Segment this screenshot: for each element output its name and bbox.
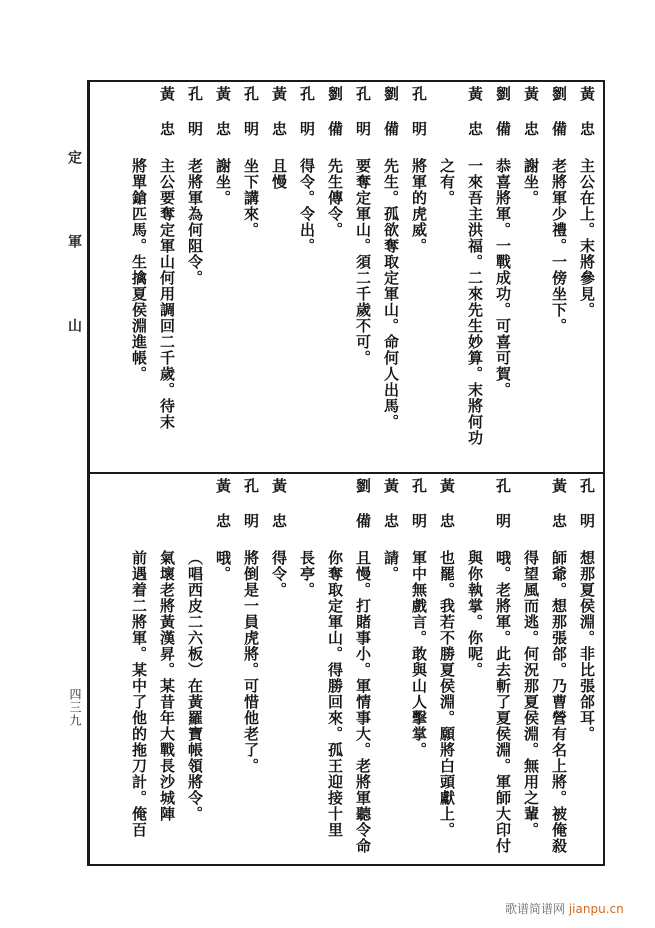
dialogue-column	[379, 86, 402, 470]
speaker-name: 黃忠	[270, 86, 288, 156]
dialogue-continuation-column	[127, 478, 150, 858]
dialogue-column	[547, 86, 570, 470]
dialogue-line: 一來吾主洪福。二來先生妙算。末將何功	[466, 158, 484, 446]
speaker-name: 劉備	[494, 86, 512, 156]
dialogue-column	[239, 86, 262, 470]
speaker-name: 劉備	[550, 86, 568, 156]
speaker-name: 黃忠	[578, 86, 596, 156]
watermark-en: jianpu.cn	[568, 902, 624, 916]
dialogue-line: 得令。令出。	[298, 158, 316, 254]
dialogue-line: 將倒是一員虎將。可惜他老了。	[242, 550, 260, 774]
dialogue-line: 老將軍為何阻令。	[186, 158, 204, 286]
dialogue-line: 將軍的虎威。	[410, 158, 428, 254]
dialogue-continuation-column	[519, 478, 542, 858]
speaker-name: 黃忠	[270, 478, 288, 548]
top-dialogue-section	[90, 86, 598, 470]
dialogue-column	[379, 478, 402, 858]
dialogue-column	[183, 86, 206, 470]
speaker-name: 黃忠	[158, 86, 176, 156]
dialogue-line: 且慢。打賭事小。軍情事大。老將軍聽令命	[354, 550, 372, 854]
bottom-dialogue-section	[90, 478, 598, 858]
speaker-name: 黃忠	[550, 478, 568, 548]
speaker-name: 黃忠	[382, 478, 400, 548]
dialogue-column	[407, 478, 430, 858]
speaker-name: 劉備	[326, 86, 344, 156]
dialogue-line: （唱西皮二六板）在黃羅寶帳領將令。	[186, 550, 204, 822]
dialogue-line: 將單鎗匹馬。生擒夏侯淵進帳。	[130, 158, 148, 382]
dialogue-line: 軍中無戲言。敢與山人擊掌。	[410, 550, 428, 758]
speaker-name: 孔明	[298, 86, 316, 156]
dialogue-column	[239, 478, 262, 858]
speaker-name: 孔明	[186, 86, 204, 156]
dialogue-line: 哦。老將軍。此去斬了夏侯淵。軍師大印付	[494, 550, 512, 854]
dialogue-line: 先生傳令。	[326, 158, 344, 238]
dialogue-column	[351, 478, 374, 858]
dialogue-line: 先生。孤欲奪取定軍山。命何人出馬。	[382, 158, 400, 430]
speaker-name: 劉備	[354, 478, 372, 548]
dialogue-line: 主公要奪定軍山何用調回二千歲。待末	[158, 158, 176, 430]
speaker-name: 孔明	[242, 86, 260, 156]
dialogue-continuation-column	[435, 86, 458, 470]
dialogue-line: 哦。	[214, 550, 232, 582]
dialogue-continuation-column	[295, 478, 318, 858]
dialogue-continuation-column	[127, 86, 150, 470]
speaker-name: 孔明	[494, 478, 512, 548]
speaker-name: 孔明	[410, 86, 428, 156]
page-number: 四三九	[68, 688, 82, 727]
speaker-name: 孔明	[242, 478, 260, 548]
dialogue-column	[575, 478, 598, 858]
dialogue-column	[491, 478, 514, 858]
speaker-name: 黃忠	[466, 86, 484, 156]
dialogue-column	[463, 86, 486, 470]
speaker-name: 孔明	[578, 478, 596, 548]
running-title: 定 軍 山	[66, 150, 82, 360]
speaker-name: 黃忠	[522, 86, 540, 156]
dialogue-line: 老將軍少禮。一傍坐下。	[550, 158, 568, 334]
dialogue-column	[323, 86, 346, 470]
speaker-name: 黃忠	[214, 478, 232, 548]
dialogue-line: 要奪定軍山。須二千歲不可。	[354, 158, 372, 366]
dialogue-line: 長亭。	[298, 550, 316, 598]
dialogue-column	[575, 86, 598, 470]
dialogue-continuation-column	[463, 478, 486, 858]
dialogue-line: 師爺。想那張郃。乃曹營有名上將。被俺殺	[550, 550, 568, 854]
dialogue-line: 且慢	[270, 158, 288, 190]
dialogue-line: 主公在上。末將參見。	[578, 158, 596, 318]
speaker-name: 黃忠	[438, 478, 456, 548]
dialogue-column	[547, 478, 570, 858]
dialogue-column	[211, 86, 234, 470]
speaker-name: 劉備	[382, 86, 400, 156]
dialogue-line: 坐下講來。	[242, 158, 260, 238]
site-watermark	[505, 900, 624, 917]
dialogue-line: 恭喜將軍。一戰成功。可喜可賀。	[494, 158, 512, 398]
watermark-cn: 歌谱简谱网	[505, 902, 566, 916]
speaker-name: 孔明	[410, 478, 428, 548]
section-divider	[87, 472, 603, 474]
dialogue-line: 請。	[382, 550, 400, 582]
dialogue-continuation-column	[323, 478, 346, 858]
dialogue-line: 氣壞老將黃漢昇。某昔年大戰長沙城陣	[158, 550, 176, 822]
dialogue-column	[267, 86, 290, 470]
speaker-name: 孔明	[354, 86, 372, 156]
dialogue-line: 與你執掌。你呢。	[466, 550, 484, 678]
dialogue-column	[351, 86, 374, 470]
dialogue-column	[295, 86, 318, 470]
dialogue-column	[519, 86, 542, 470]
dialogue-line: 也罷。我若不勝夏侯淵。願將白頭獻上。	[438, 550, 456, 838]
dialogue-line: 得望風而逃。何況那夏侯淵。無用之輩。	[522, 550, 540, 838]
dialogue-column	[407, 86, 430, 470]
dialogue-column	[155, 86, 178, 470]
dialogue-line: 你奪取定軍山。得勝回來。孤王迎接十里	[326, 550, 344, 838]
dialogue-column	[211, 478, 234, 858]
dialogue-line: 前遇着二將軍。某中了他的拖刀計。俺百	[130, 550, 148, 838]
dialogue-column	[491, 86, 514, 470]
dialogue-continuation-column	[155, 478, 178, 858]
dialogue-line: 謝坐。	[214, 158, 232, 206]
speaker-name: 黃忠	[214, 86, 232, 156]
dialogue-line: 謝坐。	[522, 158, 540, 206]
dialogue-line: 之有。	[438, 158, 456, 206]
dialogue-continuation-column	[183, 478, 206, 858]
dialogue-column	[435, 478, 458, 858]
dialogue-line: 得令。	[270, 550, 288, 598]
dialogue-line: 想那夏侯淵。非比張郃耳。	[578, 550, 596, 742]
dialogue-column	[267, 478, 290, 858]
